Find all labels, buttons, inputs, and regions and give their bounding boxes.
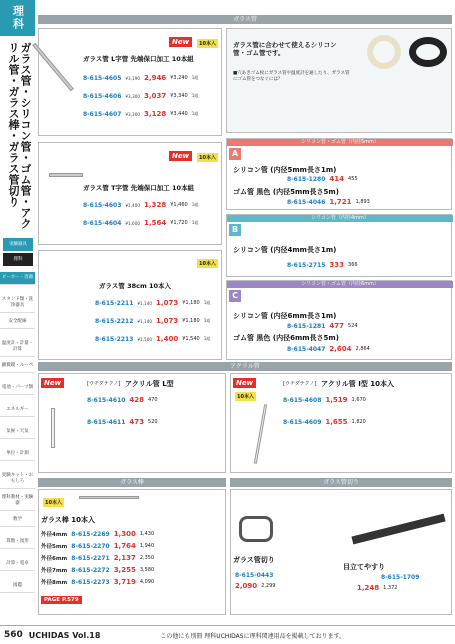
- file-title: 目立てやすり: [343, 563, 385, 571]
- sidebar-nav-item[interactable]: 計算・電卓: [0, 558, 35, 571]
- page-number: 560: [4, 630, 23, 640]
- size-label: 外径5mm: [41, 544, 68, 550]
- old-price: ¥1,140: [137, 318, 153, 324]
- unit: 1組: [191, 93, 199, 98]
- price: 1,721: [329, 198, 352, 206]
- price-row: [95, 317, 211, 325]
- letter-b: B: [229, 224, 241, 236]
- order-code[interactable]: 8-615-2270: [71, 542, 110, 550]
- promo-note: ■穴あきゴム栓にガラス管や温度計を通したり、ガラス管にゴム管をつなぐには？: [233, 71, 350, 82]
- price: 473: [129, 418, 145, 426]
- pack-badge: 10本入: [199, 41, 216, 47]
- promo-panel: [226, 28, 452, 133]
- price: 1,300: [113, 530, 136, 538]
- l-tube-panel: [38, 28, 222, 136]
- sidebar-nav-item[interactable]: 電池・パーツ類: [0, 382, 35, 395]
- alt-price: 1,670: [351, 397, 366, 403]
- price-row: [283, 418, 366, 426]
- alt-price: 470: [148, 397, 158, 403]
- price: 1,400: [156, 335, 179, 343]
- sidebar-nav-item[interactable]: 算数・図形: [0, 536, 35, 549]
- sidebar-nav-item[interactable]: 気候・天気: [0, 426, 35, 439]
- sidebar-nav-item[interactable]: スタンド類・洗浄器具: [0, 294, 35, 313]
- pack-badge: 10本入: [45, 500, 62, 506]
- cutter-title: ガラス管切り: [233, 556, 275, 564]
- pack-badge: 10本入: [199, 261, 216, 267]
- sidebar-nav-item[interactable]: 数学: [0, 514, 35, 527]
- alt-price: 1,430: [139, 531, 155, 537]
- sidebar-nav-item[interactable]: 安全配線: [0, 316, 35, 329]
- unit: 1組: [203, 336, 211, 341]
- old-price: ¥3,190: [125, 75, 141, 81]
- price: 428: [129, 396, 145, 404]
- old-price: ¥1,400: [125, 202, 141, 208]
- order-code[interactable]: 8-615-1281: [287, 322, 326, 330]
- order-code[interactable]: 8-615-4603: [83, 201, 122, 209]
- alt-price: 1,820: [351, 419, 366, 425]
- alt-price: ¥1,540: [182, 336, 200, 342]
- category-tab[interactable]: 理科: [0, 0, 35, 36]
- price-row: [41, 542, 154, 550]
- silicon-b-panel: [226, 214, 452, 277]
- unit: 1組: [191, 202, 199, 207]
- price: 2,090: [235, 582, 258, 590]
- alt-price: 4,090: [139, 579, 155, 585]
- sidebar-nav-item[interactable]: エネルギー: [0, 404, 35, 417]
- acrylic-l-panel: [38, 373, 226, 473]
- section-cutter: ガラス管切り: [230, 478, 452, 487]
- old-price: ¥1,500: [137, 336, 153, 342]
- silicon-coil-image: [367, 35, 401, 69]
- order-code[interactable]: 8-615-2715: [287, 261, 326, 269]
- sidebar-nav-item[interactable]: 実験キット・おもしろ: [0, 470, 35, 489]
- alt-price: 2,350: [139, 555, 155, 561]
- alt-price: 1,372: [383, 585, 398, 591]
- price: 1,564: [144, 219, 167, 227]
- order-code[interactable]: 8-615-2271: [71, 554, 110, 562]
- price-row: [87, 396, 158, 404]
- new-badge: New: [41, 378, 64, 388]
- order-code[interactable]: 8-615-1280: [287, 175, 326, 183]
- alt-price: 3,580: [139, 567, 155, 573]
- price-row: [87, 418, 158, 426]
- alt-price: ¥1,720: [170, 220, 188, 226]
- l-tube-image: [32, 43, 74, 92]
- alt-price: 520: [148, 419, 158, 425]
- price-row: [83, 74, 199, 82]
- sidebar-nav-item[interactable]: 温度計・計量・計算: [0, 338, 35, 357]
- order-code[interactable]: 8-615-2269: [71, 530, 110, 538]
- unit: 1組: [191, 75, 199, 80]
- order-code[interactable]: 8-615-0443: [235, 572, 274, 579]
- sidebar-nav-item[interactable]: ビーカー・容器: [0, 272, 35, 285]
- section-glass-rod: ガラス棒: [38, 478, 226, 487]
- alt-price: 2,299: [261, 583, 276, 589]
- product-title: シリコン管 (内径6mm長さ1m): [233, 312, 337, 320]
- silicon-b-label: シリコン管（内径4mm）: [227, 215, 453, 222]
- order-code[interactable]: 8-615-4606: [83, 92, 122, 100]
- size-label: 外径4mm: [41, 532, 68, 538]
- price-row: [41, 566, 154, 574]
- new-badge: New: [233, 378, 256, 388]
- price: 3,255: [113, 566, 136, 574]
- unit: 1組: [203, 318, 211, 323]
- alt-price: ¥3,340: [170, 93, 188, 99]
- price-row: [95, 335, 211, 343]
- order-code[interactable]: 8-615-2273: [71, 578, 110, 586]
- price-row: [283, 396, 366, 404]
- alt-price: ¥1,180: [182, 300, 200, 306]
- old-price: ¥3,300: [125, 111, 141, 117]
- size-label: 外径7mm: [41, 568, 68, 574]
- price: 3,128: [144, 110, 167, 118]
- new-badge: New: [169, 151, 192, 161]
- brand: [ウチダテクノ]: [283, 381, 317, 387]
- order-code[interactable]: 8-615-4610: [87, 396, 126, 404]
- product-title: ガラス管 T字管 先端保口加工 10本組: [83, 184, 195, 192]
- price-row: [95, 299, 211, 307]
- price-row: [41, 554, 154, 562]
- price: 333: [329, 261, 345, 269]
- cutter-image: [239, 516, 273, 542]
- alt-price: ¥1,460: [170, 202, 188, 208]
- t-tube-image: [49, 173, 83, 177]
- straight-tube-panel: [38, 250, 222, 360]
- order-code[interactable]: 8-615-2211: [95, 299, 134, 307]
- product-title: シリコン管 (内径4mm長さ1m): [233, 246, 337, 254]
- order-code[interactable]: 8-615-4604: [83, 219, 122, 227]
- catalog-brand: UCHIDAS Vol.18: [28, 630, 101, 640]
- product-title-2: ゴム管 黒色 (内径5mm長さ5m): [233, 188, 339, 196]
- unit: 1組: [203, 300, 211, 305]
- size-label: 外径8mm: [41, 580, 68, 586]
- price: 1,519: [325, 396, 348, 404]
- footer-note: この他にも別冊 理科UCHIDASに理科関連用品を掲載しております。: [160, 632, 346, 640]
- price-row: [41, 530, 154, 538]
- old-price: ¥1,600: [125, 220, 141, 226]
- badge-science: 理科: [3, 253, 33, 266]
- category-title: ガラス管・シリコン管・ゴム管・アクリル管・ガラス棒・ガラス管切り: [7, 42, 32, 229]
- silicon-a-panel: [226, 138, 452, 210]
- silicon-c-label: シリコン管・ゴム管（内径6mm）: [227, 281, 453, 288]
- glass-rod-image: [79, 496, 139, 499]
- product-title-2: ゴム管 黒色 (内径6mm長さ5m): [233, 334, 339, 342]
- price-row: [83, 92, 199, 100]
- price: 414: [329, 175, 345, 183]
- price: 1,764: [113, 542, 136, 550]
- price: 1,655: [325, 418, 348, 426]
- order-code[interactable]: 8-615-4608: [283, 396, 322, 404]
- section-acrylic: アクリル管: [38, 362, 452, 371]
- product-title: シリコン管 (内径5mm長さ1m): [233, 166, 337, 174]
- acrylic-i-panel: [230, 373, 452, 473]
- alt-price: 524: [348, 323, 358, 329]
- alt-price: 2,864: [355, 346, 370, 352]
- brand: [ウチダテクノ]: [87, 381, 121, 387]
- alt-price: 1,940: [139, 543, 155, 549]
- alt-price: 366: [348, 262, 358, 268]
- product-title: ガラス棒 10本入: [41, 516, 95, 524]
- unit: 1組: [191, 111, 199, 116]
- rubber-coil-image: [409, 37, 447, 67]
- old-price: ¥3,300: [125, 93, 141, 99]
- footer: [0, 625, 455, 644]
- price: 2,604: [329, 345, 352, 353]
- file-image: [351, 514, 445, 545]
- order-code[interactable]: 8-615-4046: [287, 198, 326, 206]
- price: 2,946: [144, 74, 167, 82]
- sidebar-nav-item[interactable]: 単位・計測: [0, 448, 35, 461]
- pack-badge: 10本入: [237, 394, 254, 400]
- price: 1,248: [357, 584, 380, 592]
- alt-price: 1,893: [355, 199, 370, 205]
- sidebar-nav-item[interactable]: 顕微鏡・ルーペ: [0, 360, 35, 373]
- silicon-c-panel: [226, 280, 452, 360]
- order-code[interactable]: 8-615-2212: [95, 317, 134, 325]
- price: 3,037: [144, 92, 167, 100]
- price: 1,328: [144, 201, 167, 209]
- price: 3,719: [113, 578, 136, 586]
- unit: 1組: [191, 220, 199, 225]
- price: 2,137: [113, 554, 136, 562]
- order-code[interactable]: 8-615-4609: [283, 418, 322, 426]
- sidebar-nav-item[interactable]: 理科教材・実験器: [0, 492, 35, 511]
- alt-price: 455: [348, 176, 358, 182]
- price: 1,073: [156, 317, 179, 325]
- order-code[interactable]: 8-615-4047: [287, 345, 326, 353]
- acrylic-l-image: [51, 408, 55, 448]
- alt-price: ¥1,180: [182, 318, 200, 324]
- acrylic-i-image: [254, 404, 267, 464]
- cutter-panel: [230, 489, 452, 615]
- glass-rod-panel: [38, 489, 226, 615]
- product-title: ガラス管 38cm 10本入: [99, 282, 172, 290]
- price-row: [83, 219, 199, 227]
- order-code[interactable]: 8-615-1709: [381, 574, 420, 581]
- alt-price: ¥3,240: [170, 75, 188, 81]
- letter-c: C: [229, 290, 241, 302]
- order-code[interactable]: 8-615-4607: [83, 110, 122, 118]
- badge-experiment: 実験器具: [3, 238, 33, 251]
- alt-price: ¥3,440: [170, 111, 188, 117]
- product-title: アクリル管 I型 10本入: [321, 380, 395, 388]
- product-title: ガラス管 L字管 先端保口加工 10本組: [83, 55, 194, 63]
- letter-a: A: [229, 148, 241, 160]
- sidebar-nav-item[interactable]: 図鑑: [0, 580, 35, 593]
- promo-title: ガラス管に合わせて使えるシリコン管・ゴム管です。: [233, 41, 337, 57]
- page-link[interactable]: PAGE P.579: [41, 596, 82, 604]
- order-code[interactable]: 8-615-2213: [95, 335, 134, 343]
- price: 477: [329, 322, 345, 330]
- silicon-a-label: シリコン管・ゴム管（内径5mm）: [227, 139, 453, 146]
- price-row: [41, 578, 154, 586]
- t-tube-panel: [38, 142, 222, 245]
- new-badge: New: [169, 37, 192, 47]
- order-code[interactable]: 8-615-2272: [71, 566, 110, 574]
- price-row: [83, 110, 199, 118]
- order-code[interactable]: 8-615-4605: [83, 74, 122, 82]
- price-row: [83, 201, 199, 209]
- old-price: ¥1,140: [137, 300, 153, 306]
- pack-badge: 10本入: [199, 155, 216, 161]
- price: 1,073: [156, 299, 179, 307]
- order-code[interactable]: 8-615-4611: [87, 418, 126, 426]
- product-title: アクリル管 L型: [125, 380, 174, 388]
- size-label: 外径6mm: [41, 556, 68, 562]
- section-glass-tube: ガラス管: [38, 15, 452, 24]
